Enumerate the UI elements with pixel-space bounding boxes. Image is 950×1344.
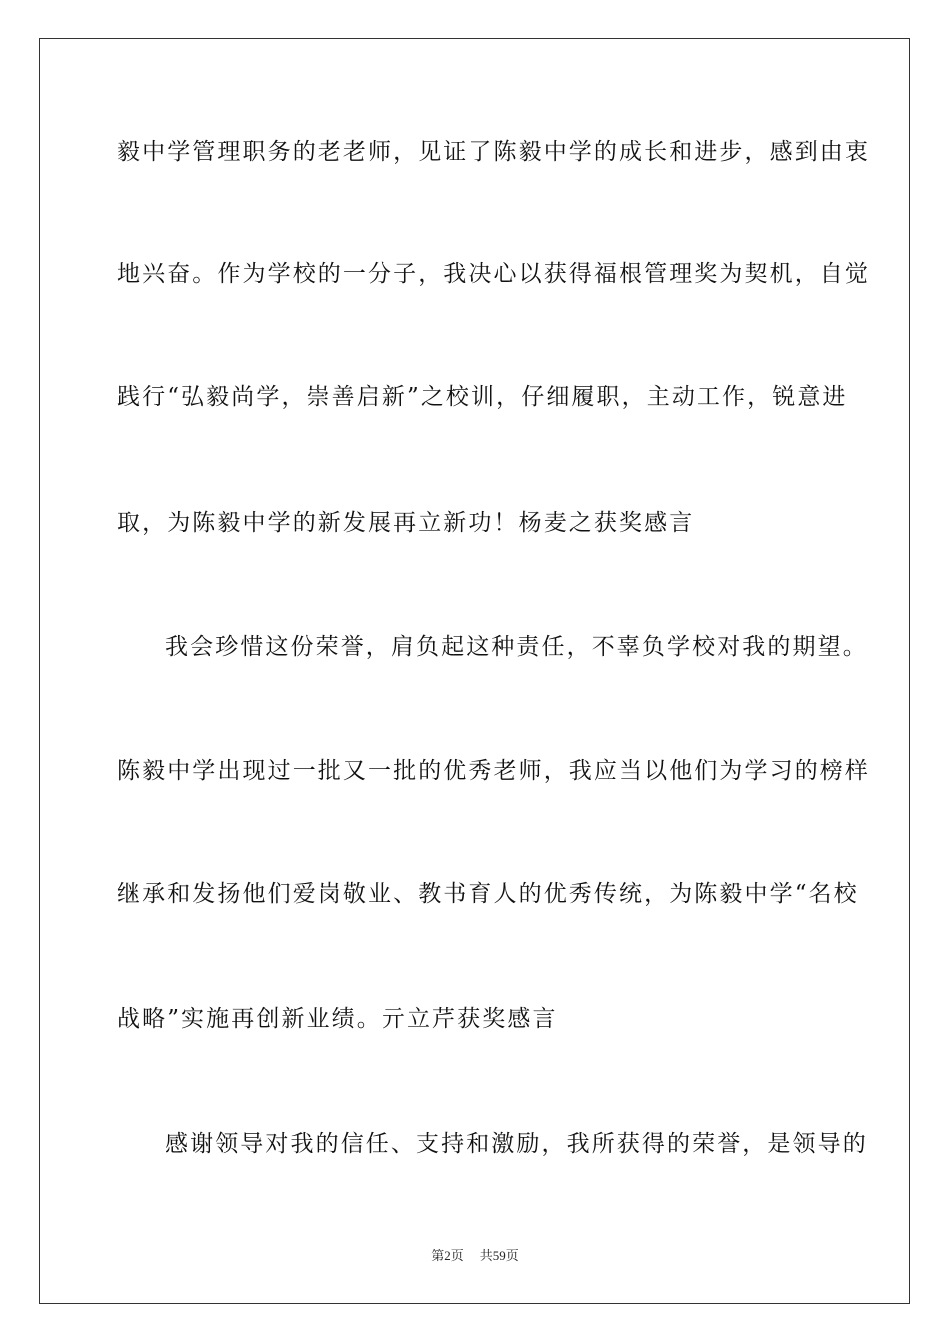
text-line-8: 战略”实施再创新业绩。亓立芹获奖感言 xyxy=(117,1006,558,1032)
text-line-3: 践行“弘毅尚学，崇善启新”之校训，仔细履职，主动工作，锐意进 xyxy=(117,384,848,410)
text-line-2: 地兴奋。作为学校的一分子，我决心以获得福根管理奖为契机，自觉 xyxy=(117,261,870,287)
text-line-5: 我会珍惜这份荣誉，肩负起这种责任，不辜负学校对我的期望。 xyxy=(165,634,868,660)
text-line-1: 毅中学管理职务的老老师，见证了陈毅中学的成长和进步，感到由衷 xyxy=(117,139,870,165)
text-line-6: 陈毅中学出现过一批又一批的优秀老师，我应当以他们为学习的榜样 xyxy=(117,758,870,784)
page-total: 共59页 xyxy=(479,1248,519,1263)
text-line-4: 取，为陈毅中学的新发展再立新功！杨麦之获奖感言 xyxy=(117,510,695,536)
page-footer xyxy=(0,1248,950,1264)
page-frame xyxy=(39,38,910,1304)
text-line-9: 感谢领导对我的信任、支持和激励，我所获得的荣誉，是领导的 xyxy=(165,1131,868,1157)
text-line-7: 继承和发扬他们爱岗敬业、教书育人的优秀传统，为陈毅中学“名校 xyxy=(117,881,859,907)
page-number: 第2页 xyxy=(431,1248,464,1263)
